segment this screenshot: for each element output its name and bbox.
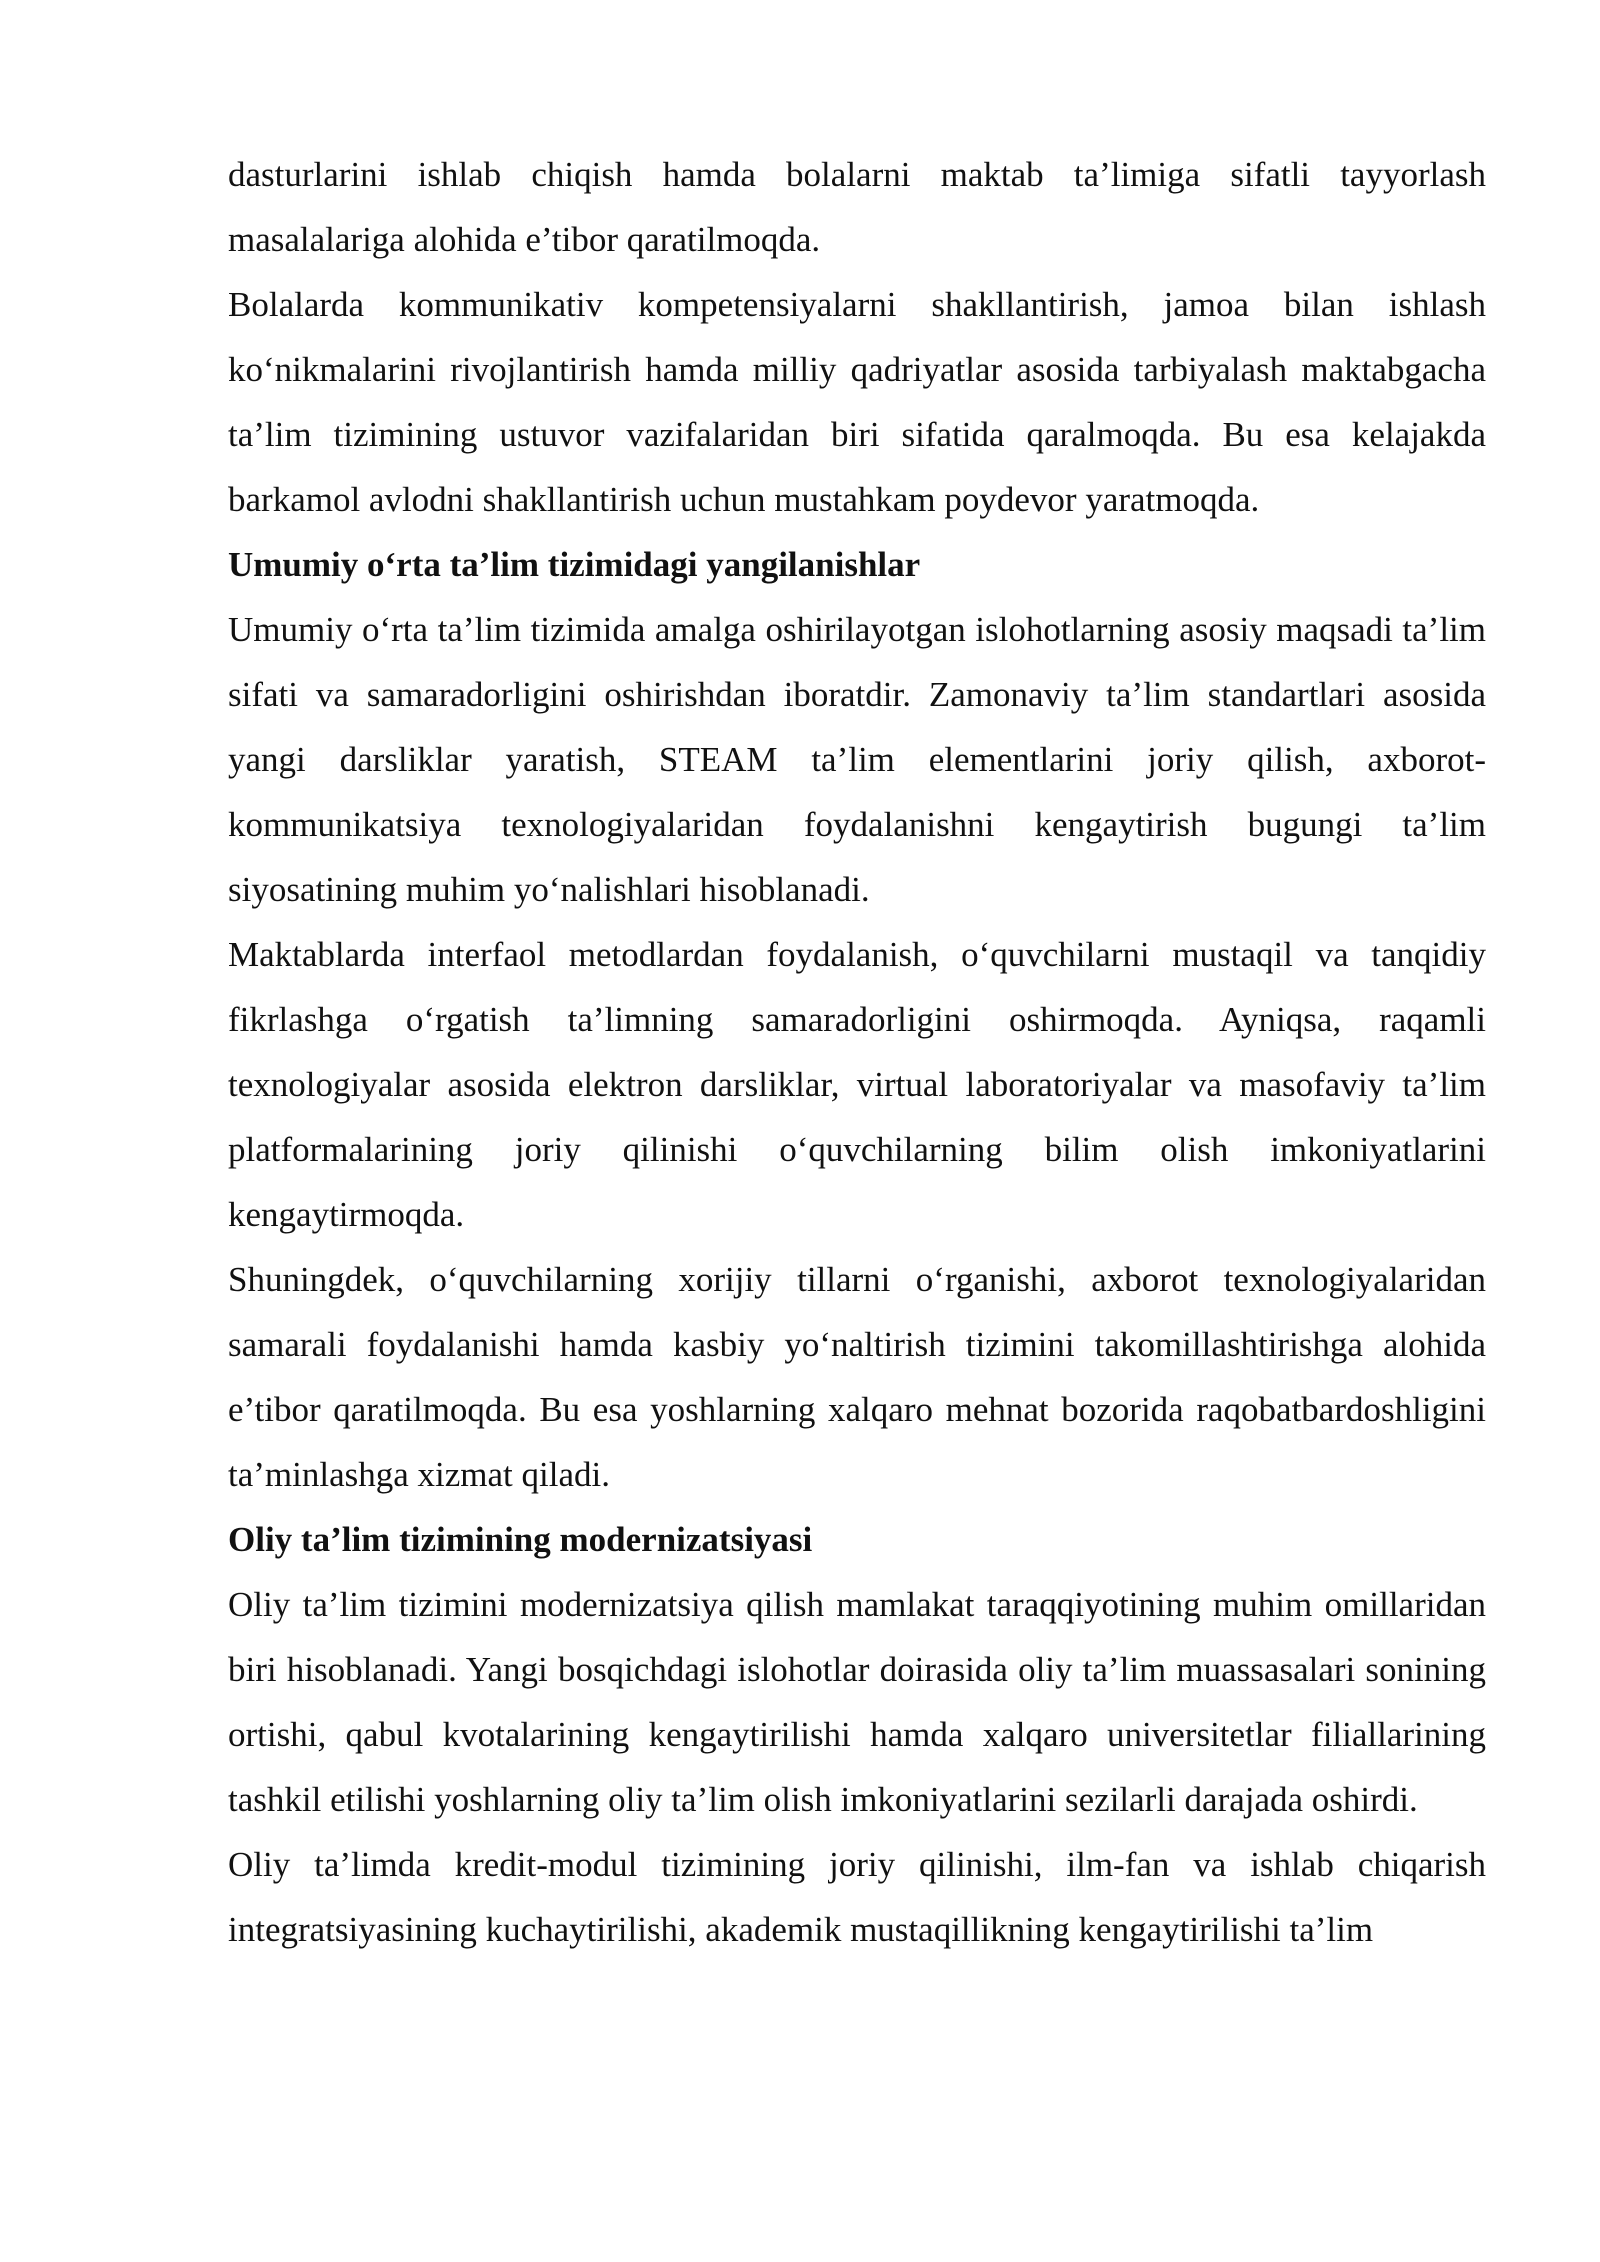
document-page (228, 142, 1486, 1962)
paragraph-partial: Oliy ta’limda kredit-modul tizimining joriy qilinishi, ilm-fan va ishlab chiqarish integratsiyasining kuchaytirilishi, akademik mustaqillikning kengaytirilishi ta’lim (228, 1845, 1486, 1949)
paragraph: Umumiy o‘rta ta’lim tizimida amalga oshirilayotgan islohotlarning asosiy maqsadi ta’lim sifati va samaradorligini oshirishdan iboratdir. Zamonaviy ta’lim standartlari asosida yangi darsliklar yaratish, STEAM ta’lim elementlarini joriy qilish, axborot-kommunikatsiya texnologiyalaridan foydalanishni kengaytirish bugungi ta’lim siyosatining muhim yo‘nalishlari hisoblanadi. (228, 610, 1486, 909)
paragraph: Shuningdek, o‘quvchilarning xorijiy tillarni o‘rganishi, axborot texnologiyalaridan samarali foydalanishi hamda kasbiy yo‘naltirish tizimini takomillashtirishga alohida e’tibor qaratilmoqda. Bu esa yoshlarning xalqaro mehnat bozorida raqobatbardoshligini ta’minlashga xizmat qiladi. (228, 1260, 1486, 1494)
paragraph: Oliy ta’lim tizimini modernizatsiya qilish mamlakat taraqqiyotining muhim omillaridan biri hisoblanadi. Yangi bosqichdagi islohotlar doirasida oliy ta’lim muassasalari sonining ortishi, qabul kvotalarining kengaytirilishi hamda xalqaro universitetlar filiallarining tashkil etilishi yoshlarning oliy ta’lim olish imkoniyatlarini sezilarli darajada oshirdi. (228, 1585, 1486, 1819)
section-heading: Oliy ta’lim tizimining modernizatsiyasi (228, 1520, 813, 1559)
paragraph: Bolalarda kommunikativ kompetensiyalarni shakllantirish, jamoa bilan ishlash ko‘nikmalarini rivojlantirish hamda milliy qadriyatlar asosida tarbiyalash maktabgacha ta’lim tizimining ustuvor vazifalaridan biri sifatida qaralmoqda. Bu esa kelajakda barkamol avlodni shakllantirish uchun mustahkam poydevor yaratmoqda. (228, 285, 1486, 519)
paragraph: Maktablarda interfaol metodlardan foydalanish, o‘quvchilarni mustaqil va tanqidiy fikrlashga o‘rgatish ta’limning samaradorligini oshirmoqda. Ayniqsa, raqamli texnologiyalar asosida elektron darsliklar, virtual laboratoriyalar va masofaviy ta’lim platformalarining joriy qilinishi o‘quvchilarning bilim olish imkoniyatlarini kengaytirmoqda. (228, 935, 1486, 1234)
section-heading: Umumiy o‘rta ta’lim tizimidagi yangilanishlar (228, 545, 921, 584)
paragraph: dasturlarini ishlab chiqish hamda bolalarni maktab ta’limiga sifatli tayyorlash masalalariga alohida e’tibor qaratilmoqda. (228, 155, 1486, 259)
